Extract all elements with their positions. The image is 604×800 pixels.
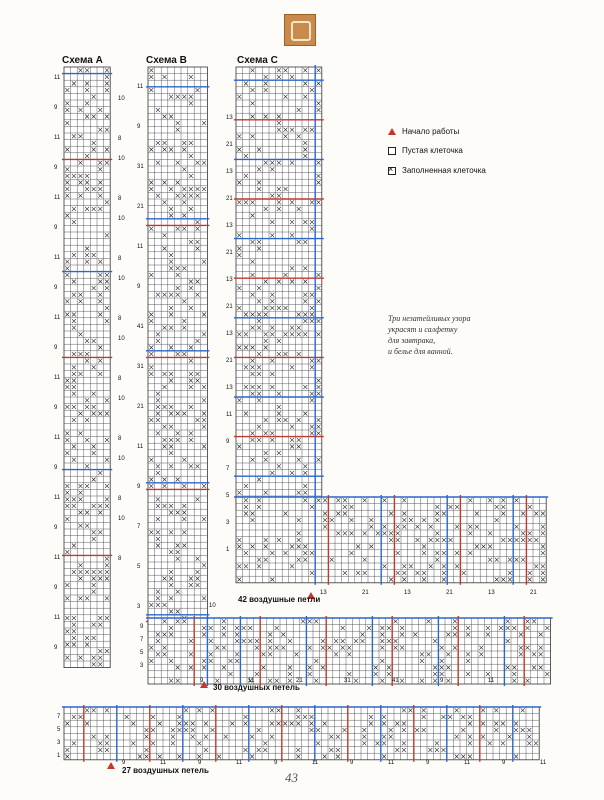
column-number-a: 11 <box>160 760 167 766</box>
row-number-a-left: 11 <box>54 75 61 81</box>
row-number-c-left: 1 <box>226 547 230 553</box>
legend-start-label: Начало работы <box>402 127 460 136</box>
column-number-c: 13 <box>488 590 495 596</box>
caption-chain-c: 42 воздушные петли <box>238 595 321 604</box>
column-number-c: 21 <box>362 590 369 596</box>
row-number-b-left: 11 <box>137 244 144 250</box>
column-number-c: 21 <box>446 590 453 596</box>
column-number-a: 9 <box>274 760 278 766</box>
row-number-a-left: 9 <box>54 645 58 651</box>
row-number-a-left: 11 <box>54 495 61 501</box>
column-number-b: 11 <box>248 678 255 684</box>
row-number-c-left: 13 <box>226 169 233 175</box>
row-number-b-left: 11 <box>137 444 144 450</box>
row-number-b-band: 7 <box>140 637 144 643</box>
note-line: Три незатейливых узора <box>388 314 471 323</box>
row-number-a-right: 10 <box>118 336 125 342</box>
column-number-c: 21 <box>530 590 537 596</box>
scheme-a-vertical-grid <box>64 67 110 668</box>
row-number-a-left: 9 <box>54 225 58 231</box>
row-number-a-right: 8 <box>118 136 122 142</box>
legend-filled-label: Заполненная клеточка <box>402 166 486 175</box>
row-number-c-left: 11 <box>226 412 233 418</box>
title-scheme-b: Схема B <box>146 55 187 66</box>
filled-cell-icon <box>388 167 396 175</box>
column-number-a: 11 <box>540 760 547 766</box>
column-number-b: 31 <box>344 678 351 684</box>
column-number-a: 11 <box>312 760 319 766</box>
column-number-a: 11 <box>464 760 471 766</box>
row-number-a-right: 8 <box>118 196 122 202</box>
row-number-a-right: 8 <box>118 376 122 382</box>
row-number-b-band-right: 10 <box>209 603 216 609</box>
column-number-a: 9 <box>122 760 126 766</box>
column-number-a: 11 <box>388 760 395 766</box>
legend-start <box>388 127 459 136</box>
start-marker-icon <box>107 762 115 769</box>
column-number-b: 21 <box>296 678 303 684</box>
column-number-a: 9 <box>198 760 202 766</box>
row-number-b-left: 3 <box>137 604 141 610</box>
title-scheme-a: Схема A <box>62 55 103 66</box>
row-number-a-right: 10 <box>118 216 125 222</box>
row-number-c-left: 3 <box>226 520 230 526</box>
column-number-a: 11 <box>236 760 243 766</box>
row-number-a-band: 3 <box>57 740 61 746</box>
start-marker-icon <box>388 128 396 135</box>
note-line: и белье для ванной. <box>388 347 453 356</box>
row-number-a-left: 9 <box>54 465 58 471</box>
row-number-c-left: 13 <box>226 223 233 229</box>
row-number-a-band: 1 <box>57 753 61 759</box>
row-number-c-left: 21 <box>226 304 233 310</box>
row-number-a-left: 9 <box>54 585 58 591</box>
row-number-a-left: 11 <box>54 315 61 321</box>
row-number-a-band: 5 <box>57 727 61 733</box>
row-number-b-left: 5 <box>137 564 141 570</box>
row-number-a-right: 8 <box>118 496 122 502</box>
caption-chain-b: 30 воздушных петель <box>213 683 300 692</box>
title-scheme-c: Схема C <box>237 55 278 66</box>
row-number-c-left: 21 <box>226 196 233 202</box>
column-number-b: 41 <box>392 678 399 684</box>
row-number-a-left: 11 <box>54 135 61 141</box>
row-number-a-left: 11 <box>54 195 61 201</box>
row-number-b-left: 21 <box>137 404 144 410</box>
row-number-b-left: 7 <box>137 524 141 530</box>
empty-cell-icon <box>388 147 396 155</box>
row-number-b-left: 9 <box>137 284 141 290</box>
column-number-a: 9 <box>350 760 354 766</box>
row-number-c-left: 21 <box>226 358 233 364</box>
row-number-b-left: 41 <box>137 324 144 330</box>
column-number-b: 11 <box>488 678 495 684</box>
row-number-a-right: 10 <box>118 96 125 102</box>
row-number-c-left: 13 <box>226 385 233 391</box>
column-number-c: 13 <box>320 590 327 596</box>
row-number-b-band: 3 <box>140 663 144 669</box>
row-number-c-left: 9 <box>226 439 230 445</box>
row-number-a-left: 11 <box>54 435 61 441</box>
column-number-c: 13 <box>404 590 411 596</box>
row-number-b-left: 31 <box>137 364 144 370</box>
row-number-a-left: 11 <box>54 375 61 381</box>
row-number-a-left: 9 <box>54 165 58 171</box>
row-number-a-right: 8 <box>118 436 122 442</box>
note-line: для завтрака, <box>388 336 436 345</box>
row-number-a-right: 10 <box>118 276 125 282</box>
row-number-a-left: 11 <box>54 255 61 261</box>
row-number-a-right: 8 <box>118 556 122 562</box>
row-number-a-left: 9 <box>54 405 58 411</box>
row-number-b-band: 9 <box>140 624 144 630</box>
publisher-logo <box>284 14 316 46</box>
row-number-a-right: 10 <box>118 516 125 522</box>
column-number-a: 9 <box>502 760 506 766</box>
row-number-a-left: 11 <box>54 555 61 561</box>
row-number-a-left: 11 <box>54 615 61 621</box>
legend-empty <box>388 146 463 155</box>
description-note <box>388 313 498 357</box>
row-number-c-left: 7 <box>226 466 230 472</box>
page-number: 43 <box>285 770 298 785</box>
scheme-c-vertical-grid <box>236 67 322 509</box>
row-number-a-band: 7 <box>57 714 61 720</box>
row-number-a-left: 9 <box>54 105 58 111</box>
column-number-a: 9 <box>426 760 430 766</box>
row-number-a-right: 8 <box>118 256 122 262</box>
column-number-b: 9 <box>200 678 204 684</box>
row-number-b-left: 11 <box>137 84 144 90</box>
row-number-a-left: 9 <box>54 345 58 351</box>
row-number-b-left: 9 <box>137 484 141 490</box>
row-number-b-left: 21 <box>137 204 144 210</box>
row-number-b-left: 9 <box>137 124 141 130</box>
row-number-c-left: 13 <box>226 331 233 337</box>
caption-chain-a: 27 воздушных петель <box>122 766 209 775</box>
row-number-c-left: 5 <box>226 493 230 499</box>
row-number-a-right: 10 <box>118 456 125 462</box>
row-number-c-left: 13 <box>226 277 233 283</box>
row-number-a-left: 9 <box>54 525 58 531</box>
note-line: украсят и салфетку <box>388 325 458 334</box>
row-number-c-left: 13 <box>226 115 233 121</box>
row-number-c-left: 21 <box>226 250 233 256</box>
row-number-a-right: 8 <box>118 316 122 322</box>
row-number-b-left: 31 <box>137 164 144 170</box>
row-number-a-right: 10 <box>118 396 125 402</box>
row-number-a-right: 10 <box>118 156 125 162</box>
row-number-a-left: 9 <box>54 285 58 291</box>
legend-filled <box>388 166 486 175</box>
legend-empty-label: Пустая клеточка <box>402 146 463 155</box>
row-number-b-band: 5 <box>140 650 144 656</box>
column-number-b: 9 <box>440 678 444 684</box>
row-number-c-left: 21 <box>226 142 233 148</box>
